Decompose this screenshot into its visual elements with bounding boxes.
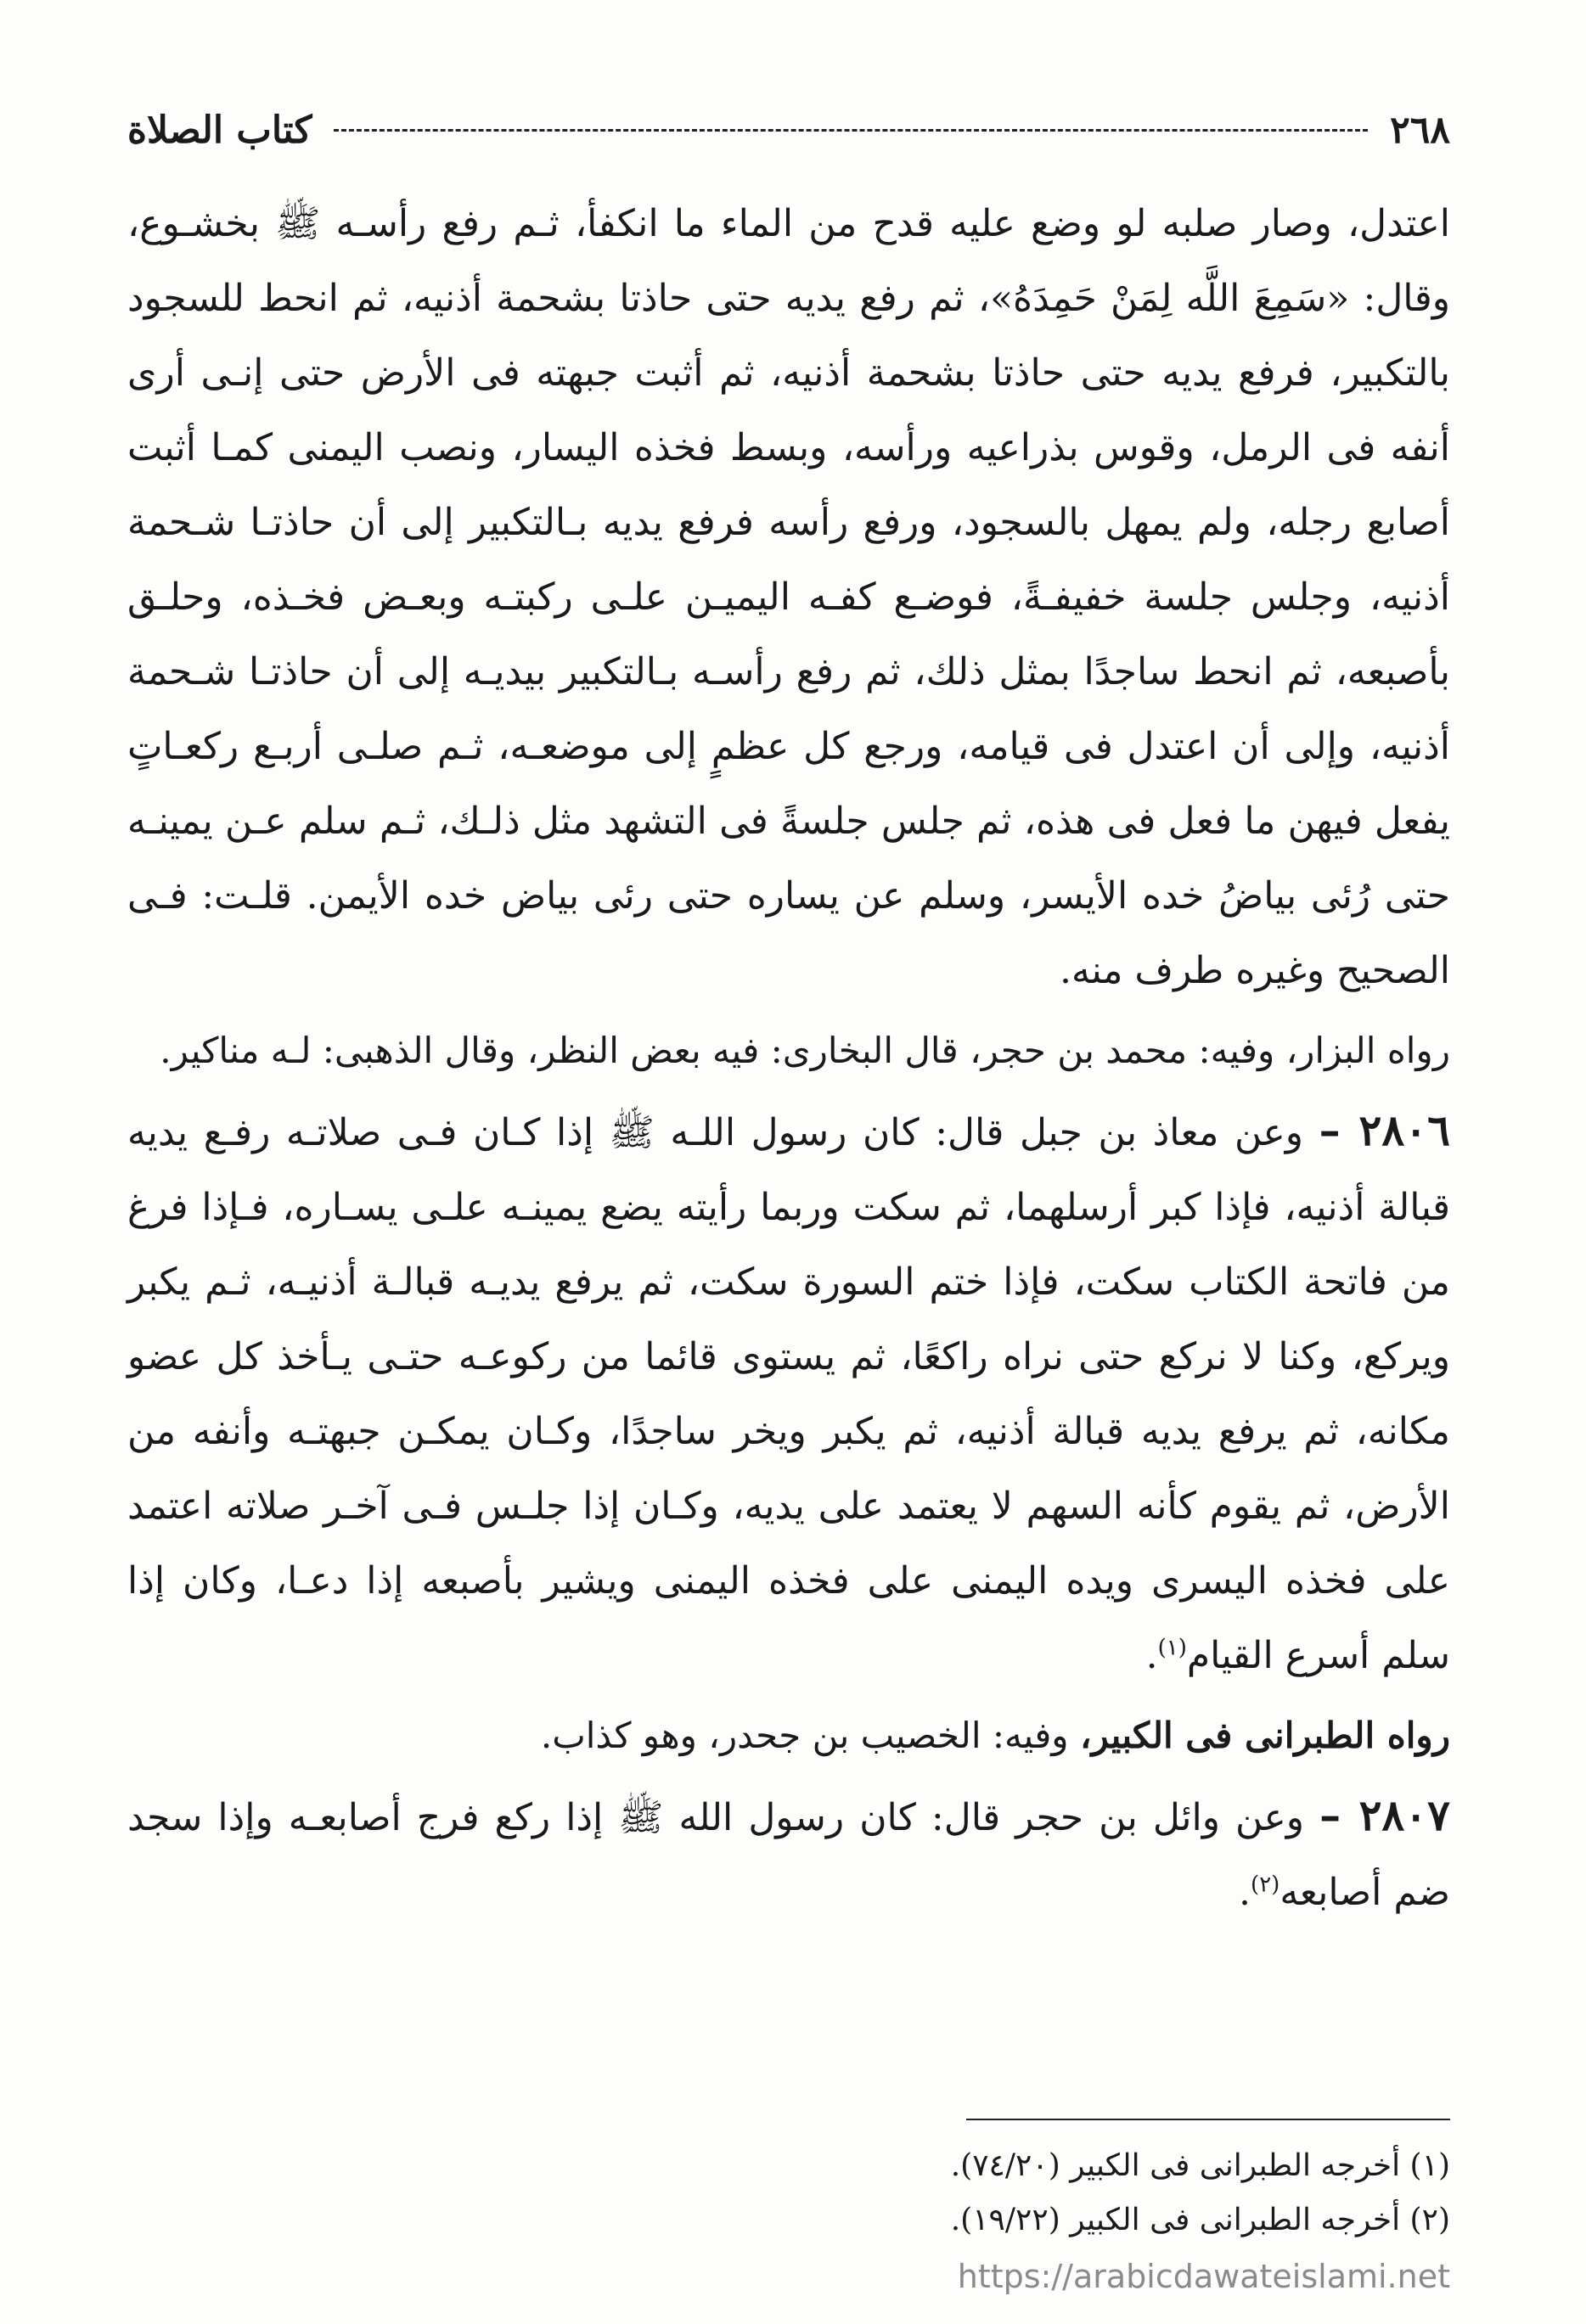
header-dashed-rule bbox=[334, 129, 1368, 132]
hadith-end-punct: . bbox=[1239, 1871, 1251, 1914]
running-header bbox=[127, 100, 1450, 160]
hadith-2806 bbox=[127, 1093, 1450, 1693]
hadith-number: ٢٨٠٦ – bbox=[1319, 1105, 1450, 1155]
watermark-url: https://arabicdawateislami.net bbox=[957, 2258, 1450, 2295]
footnote-2: (٢) أخرجه الطبرانى فى الكبير (١٩/٢٢). bbox=[950, 2203, 1450, 2237]
hadith-number: ٢٨٠٧ – bbox=[1319, 1790, 1450, 1840]
footnote-ref-1[interactable]: (١) bbox=[1157, 1635, 1187, 1661]
main-text bbox=[127, 187, 1450, 1935]
book-title: كتاب الصلاة bbox=[127, 108, 312, 152]
hadith-end-punct: . bbox=[1145, 1634, 1158, 1677]
page-number: ٢٦٨ bbox=[1390, 108, 1450, 152]
footnote-ref-2[interactable]: (٢) bbox=[1251, 1872, 1280, 1898]
footnote-divider bbox=[966, 2119, 1450, 2120]
paragraph-narration-tabarani bbox=[127, 1698, 1450, 1773]
paragraph-narration-bazzar: رواه البزار، وفيه: محمد بن حجر، قال البخارى: فيه بعض النظر، وقال الذهبى: لـه مناكير. bbox=[160, 1030, 1450, 1071]
hadith-text: وعن معاذ بن جبل قال: كان رسول اللـه ﷺ إذا كـان فـى صلاتـه رفـع يديه قبالة أذنيه، فإذا كبر أرسلهما، ثم سكت وربما رأيته يضع يمينـه علـى يسـاره، فـإذا فرغ من فاتحة الكتاب سكت، فإذا ختم السورة سكت، ثم يرفع يديـه قبالـة أذنيـه، ثـم يكبر ويركع، وكنا لا نركع حتى نراه راكعًا، ثم يستوى قائما من ركوعـه حتـى يـأخذ كل عضو مكانه، ثم يرفع يديه قبالة أذنيه، ثم يكبر ويخر ساجدًا، وكـان يمكـن جبهتـه وأنفه من الأرض، ثم يقوم كأنه السهم لا يعتمد على يديه، وكـان إذا جلـس فـى آخـر صلاته اعتمد على فخذه اليسرى ويده اليمنى على فخذه اليمنى ويشير بأصبعه إذا دعـا، وكان إذا سلم أسرع القيام bbox=[127, 1111, 1450, 1677]
footnote-1: (١) أخرجه الطبرانى فى الكبير (٧٤/٢٠). bbox=[950, 2148, 1450, 2183]
footnotes bbox=[686, 2139, 1450, 2248]
narration-source: رواه الطبرانى فى الكبير، bbox=[1079, 1715, 1450, 1756]
hadith-2807 bbox=[127, 1778, 1450, 1930]
hadith-text: وعن وائل بن حجر قال: كان رسول الله ﷺ إذا ركع فرج أصابعـه وإذا سجد ضم أصابعه bbox=[127, 1796, 1450, 1914]
paragraph-continuation: اعتدل، وصار صلبه لو وضع عليه قدح من الماء ما انكفأ، ثـم رفع رأسـه ﷺ بخشـوع، وقال: «سَمِعَ اللَّه لِمَنْ حَمِدَهُ»، ثم رفع يديه حتى حاذتا بشحمة أذنيه، ثم انحط للسجود بالتكبير، فرفع يديه حتى حاذتا بشحمة أذنيه، ثم أثبت جبهته فى الأرض حتى إنـى أرى أنفه فى الرمل، وقوس بذراعيه ورأسه، وبسط فخذه اليسار، ونصب اليمنى كمـا أثبت أصابع رجله، ولم يمهل بالسجود، ورفع رأسه فرفع يديه بـالتكبير إلى أن حاذتـا شـحمة أذنيه، وجلس جلسة خفيفـةً، فوضـع كفـه اليميـن علـى ركبتـه وبعـض فخـذه، وحلـق بأصبعه، ثم انحط ساجدًا بمثل ذلك، ثم رفع رأسـه بـالتكبير بيديـه إلى أن حاذتـا شـحمة أذنيه، وإلى أن اعتدل فى قيامه، ورجع كل عظمٍ إلى موضعـه، ثـم صلـى أربـع ركعـاتٍ يفعل فيهن ما فعل فى هذه، ثم جلس جلسةً فى التشهد مثل ذلـك، ثـم سلم عـن يمينـه حتى رُئى بياضُ خده الأيسر، وسلم عن يساره حتى رئى بياض خده الأيمن. قلـت: فـى الصحيح وغيره طرف منه. bbox=[127, 202, 1451, 992]
narration-note: وفيه: الخصيب بن جحدر، وهو كذاب. bbox=[540, 1715, 1069, 1756]
